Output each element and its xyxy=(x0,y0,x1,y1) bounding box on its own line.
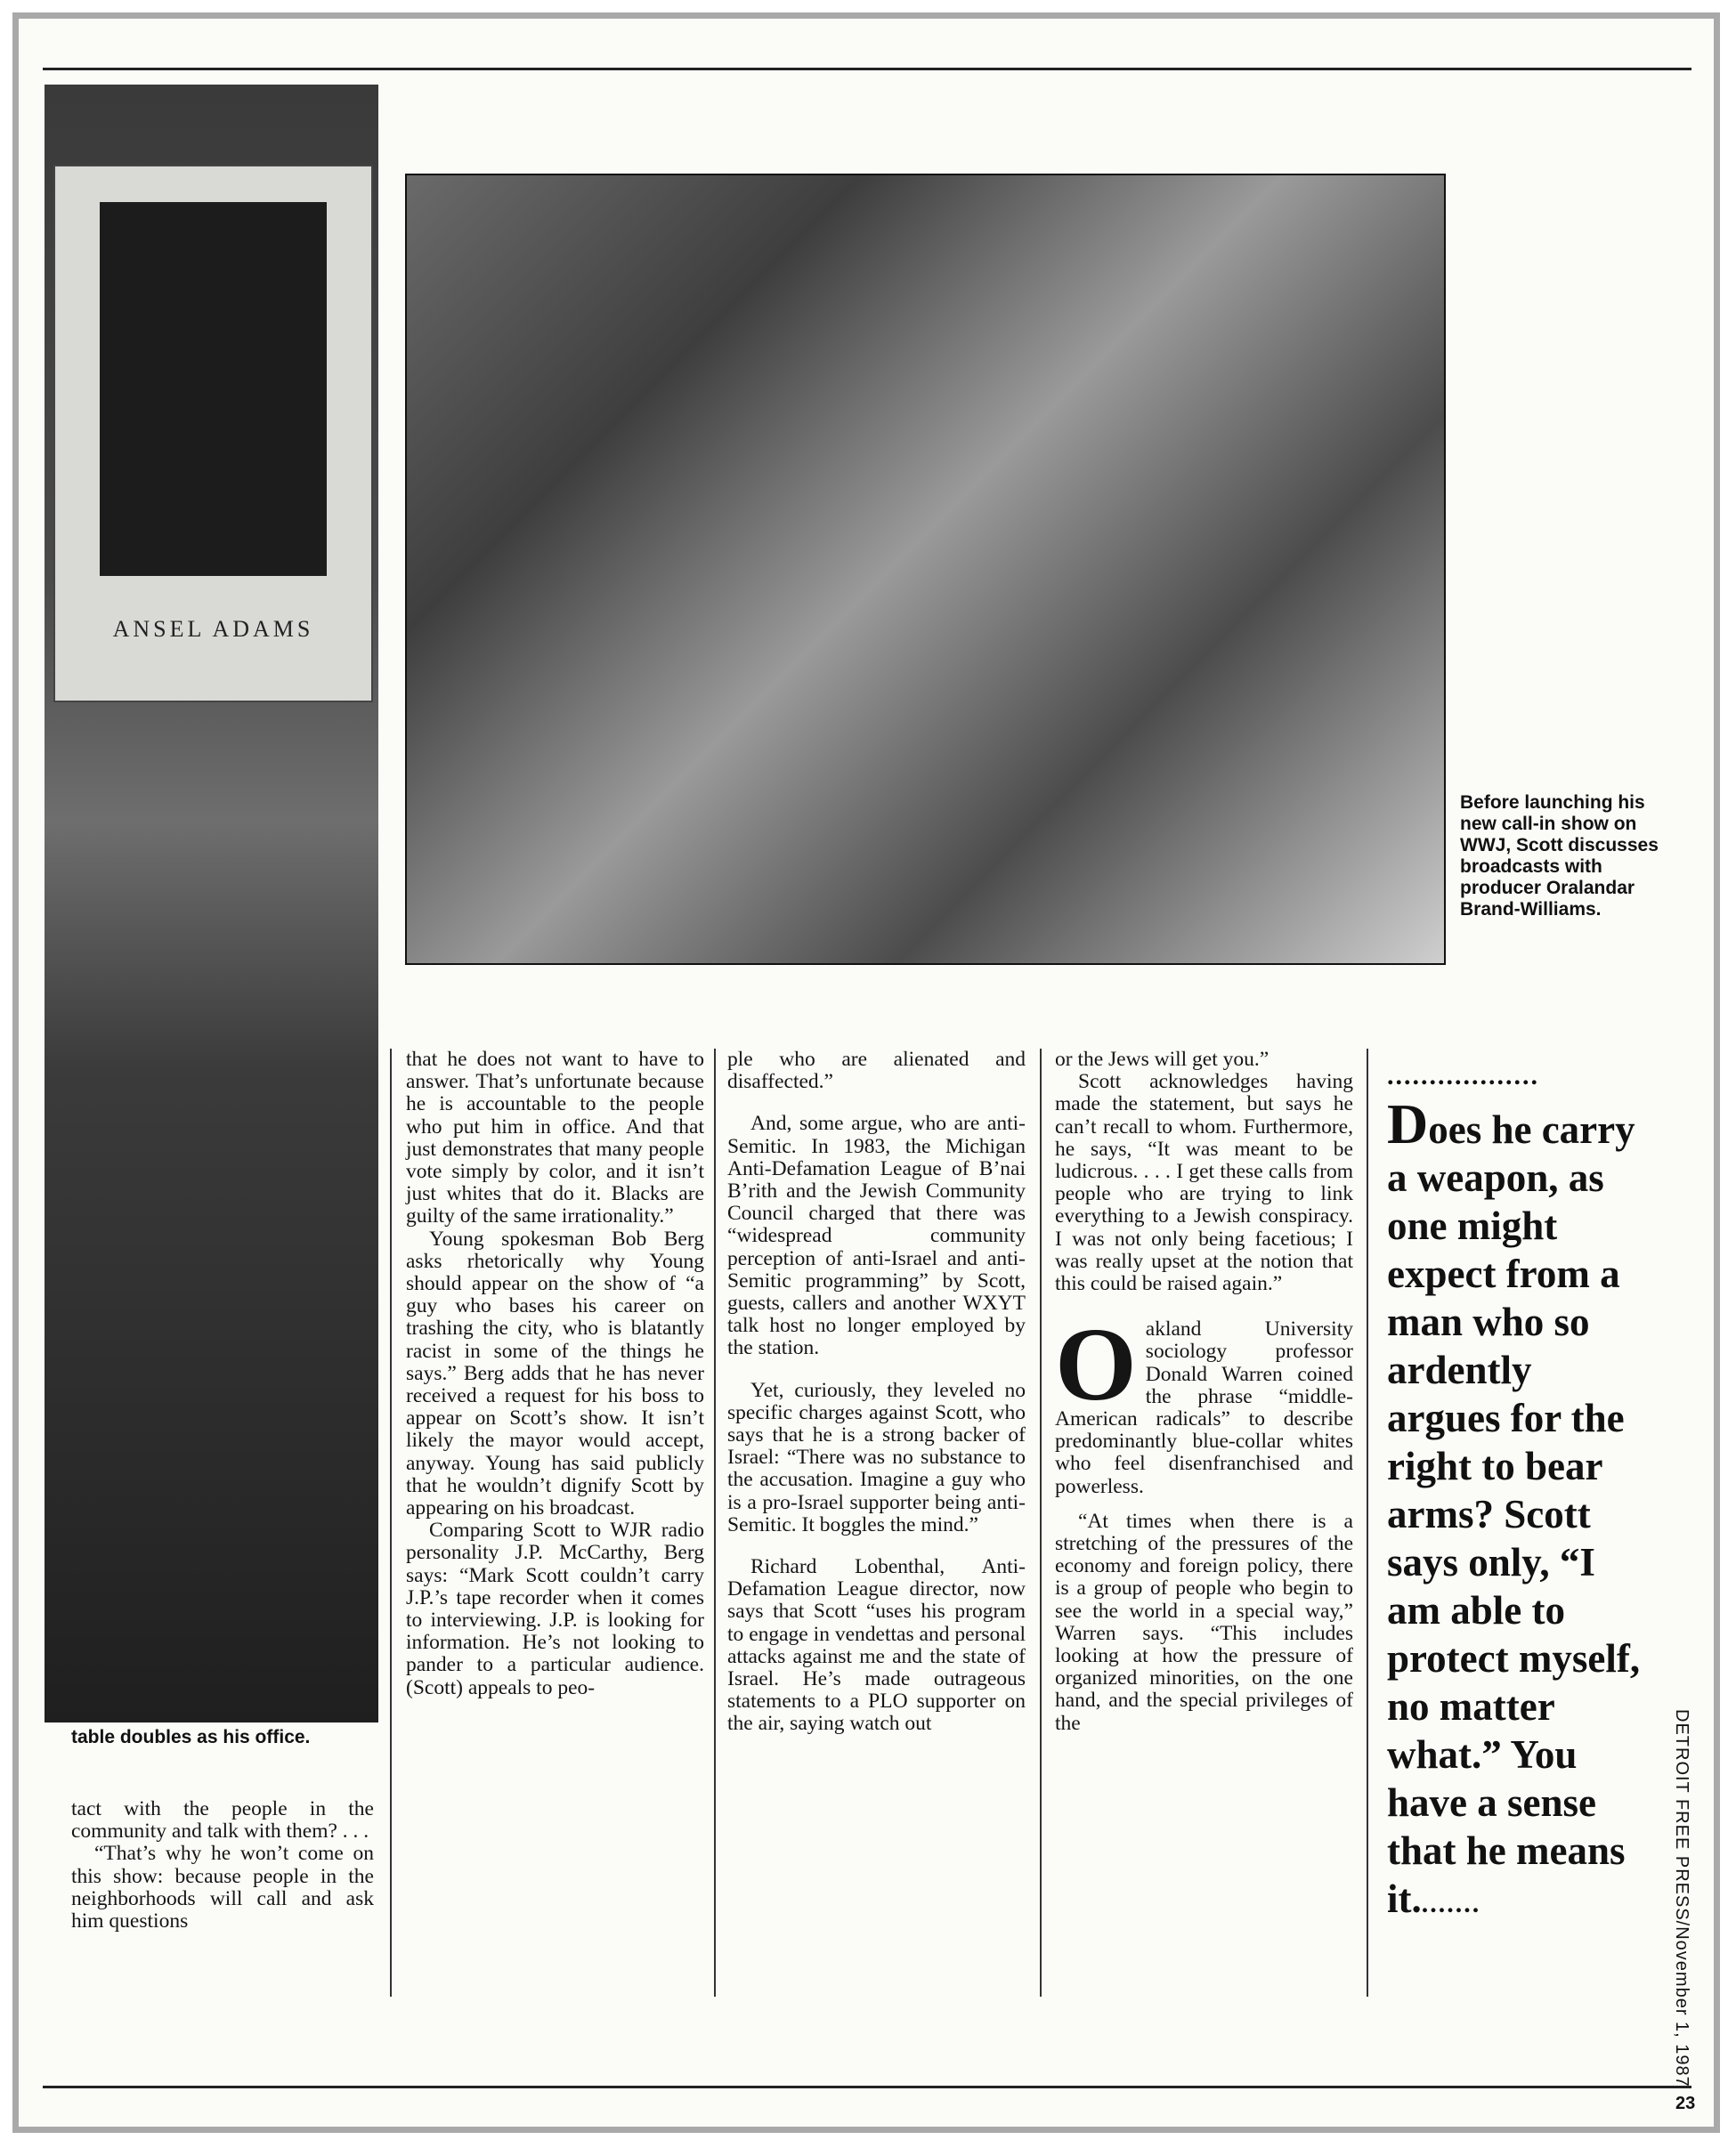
paragraph: ple who are alienated and disaffected.” xyxy=(727,1048,1026,1094)
column-divider xyxy=(390,1049,392,1997)
column-divider xyxy=(714,1049,716,1997)
drop-cap: O xyxy=(1055,1306,1137,1423)
column-a xyxy=(406,1049,704,1699)
column-divider xyxy=(1367,1049,1368,1997)
left-photo-caption: table doubles as his office. xyxy=(71,1727,311,1747)
paragraph: “That’s why he won’t come on this show: because people in the neighborhoods will call and ask him questions xyxy=(71,1842,374,1933)
top-rule xyxy=(43,68,1691,70)
poster-image xyxy=(100,202,327,576)
paragraph: or the Jews will get you.” xyxy=(1055,1048,1270,1071)
paragraph: tact with the people in the community and talk with them? . . . xyxy=(71,1797,374,1844)
poster-label: ANSEL ADAMS xyxy=(112,616,314,642)
paragraph: And, some argue, who are anti-Semitic. In 1983, the Michigan Anti-Defamation League of B’nai B’rith and the Jewish Community Council charged that there was “widespread community perception of anti-Israel and anti-Semitic programming” by Scott, guests, callers and another WXYT talk host no longer employed by the station. xyxy=(727,1112,1026,1360)
paragraph: Comparing Scott to WJR radio personality J.P. McCarthy, Berg says: “Mark Scott couldn’t carry J.P.’s tape recorder when it comes to interviewing. J.P. is looking for information. He’s not looking to pander to a particular audience. (Scott) appeals to peo- xyxy=(406,1519,704,1699)
paragraph: Richard Lobenthal, Anti-Defamation League director, now says that Scott “uses his program to engage in vendettas and personal attacks against me and the state of Israel. He’s made outrageous statements to a PLO supporter on the air, saying watch out xyxy=(727,1555,1026,1736)
folio-vertical xyxy=(1665,1709,1700,2087)
pull-quote xyxy=(1387,1052,1654,1928)
column-divider xyxy=(1040,1049,1042,1997)
folio-text: DETROIT FREE PRESS/November 1, 1987 xyxy=(1672,1709,1691,2087)
paragraph: Young spokesman Bob Berg asks rhetorically why Young should appear on the show of “a guy who bases his career on trashing the city, who is blatantly racist in some of the things he says.” Berg adds that he has never received a request for his boss to appear on Scott’s show. It isn’t likely the mayor would accept, anyway. Young has said publicly that he wouldn’t dignify Scott by appearing on his broadcast. xyxy=(406,1227,704,1520)
column-c xyxy=(1055,1049,1353,1735)
column-left xyxy=(71,1798,374,1933)
photo-caption: Before launching his new call-in show on WWJ, Scott discusses broadcasts with producer Oralandar Brand-Williams. xyxy=(1460,792,1659,920)
poster xyxy=(53,165,373,702)
pull-quote-dots-top: .................. xyxy=(1387,1061,1539,1090)
main-photo xyxy=(405,174,1446,965)
dropcap-section xyxy=(1055,1306,1353,1735)
pull-quote-cap: D xyxy=(1387,1092,1429,1155)
left-photo xyxy=(45,85,378,1722)
page-number: 23 xyxy=(1675,2094,1696,2113)
paragraph: Yet, curiously, they leveled no specific charges against Scott, who says that he is a strong backer of Israel: “There was no substance to the accusation. Imagine a guy who is a pro-Israel supporter being anti-Semitic. It boggles the mind.” xyxy=(727,1378,1026,1536)
pull-quote-text: oes he carry a weapon, as one might expect from a man who so ardently argues for the right to bear arms? Scott says only, “I am able to protect myself, no matter what.” You have a sense that he means it. xyxy=(1387,1107,1641,1921)
paragraph: akland University sociology professor Donald Warren coined the phrase “middle-American radicals” to describe predominantly blue-collar whites who feel disenfranchised and powerless. xyxy=(1055,1317,1353,1498)
column-b xyxy=(727,1049,1026,1736)
bottom-rule xyxy=(43,2086,1691,2088)
pull-quote-dots-bottom: ....... xyxy=(1421,1889,1481,1918)
paragraph: Scott acknowledges having made the statement, but says he can’t recall to whom. Furthermore, he says, “It was meant to be ludicrous. . . . I get these calls from people who are trying to link everything to a Jewish conspiracy. I was not only being facetious; I was really upset at the notion that this could be raised again.” xyxy=(1055,1070,1353,1296)
paragraph: “At times when there is a stretching of the pressures of the economy and foreign policy, there is a group of people who begin to see the world in a special way,” Warren says. “This includes looking at how the pressure of organized minorities, on the one hand, and the special privileges of the xyxy=(1055,1509,1353,1735)
paragraph: that he does not want to have to answer. That’s unfortunate because he is accountable to the people who put him in office. And that just demonstrates that many people vote simply by color, and it isn’t just whites that do it. Blacks are guilty of the same irrationality.” xyxy=(406,1048,704,1228)
